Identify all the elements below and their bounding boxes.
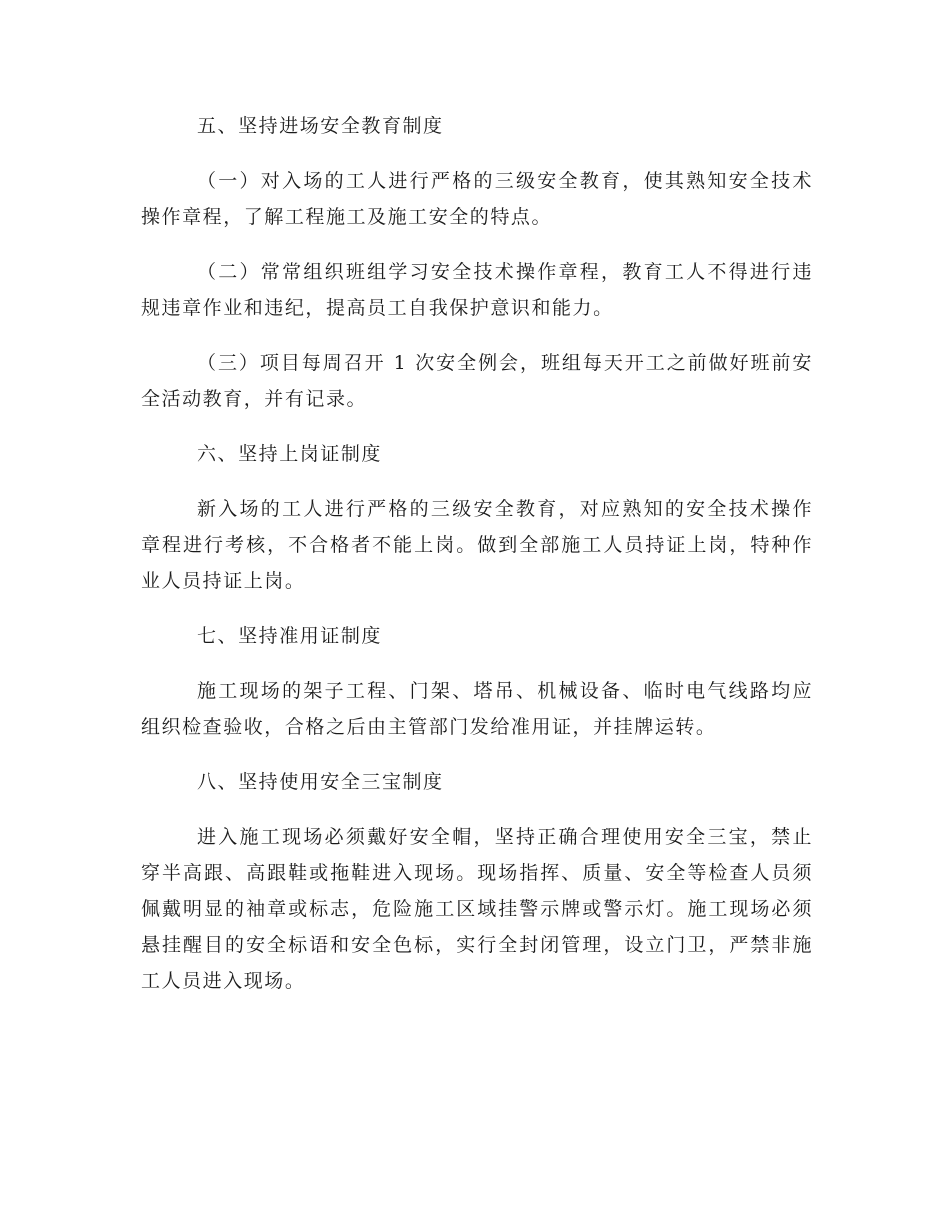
section-7 xyxy=(141,618,813,745)
paragraph: 进入施工现场必须戴好安全帽，坚持正确合理使用安全三宝，禁止穿半高跟、高跟鞋或拖鞋进入现场。现场指挥、质量、安全等检查人员须佩戴明显的袖章或标志，危险施工区域挂警示牌或警示灯。施工现场必须悬挂醒目的安全标语和安全色标，实行全封闭管理，设立门卫，严禁非施工人员进入现场。 xyxy=(141,826,813,992)
paragraph: （三）项目每周召开 1 次安全例会，班组每天开工之前做好班前安全活动教育，并有记录。 xyxy=(141,352,813,410)
document-body xyxy=(141,108,813,1018)
paragraph: （一）对入场的工人进行严格的三级安全教育，使其熟知安全技术操作章程，了解工程施工及施工安全的特点。 xyxy=(141,170,813,228)
paragraph: （二）常常组织班组学习安全技术操作章程，教育工人不得进行违规违章作业和违纪，提高员工自我保护意识和能力。 xyxy=(141,261,813,319)
section-heading: 七、坚持准用证制度 xyxy=(197,625,382,647)
section-6 xyxy=(141,436,813,599)
section-heading: 八、坚持使用安全三宝制度 xyxy=(197,771,444,793)
paragraph: 新入场的工人进行严格的三级安全教育，对应熟知的安全技术操作章程进行考核，不合格者不能上岗。做到全部施工人员持证上岗，特种作业人员持证上岗。 xyxy=(141,498,813,592)
section-5 xyxy=(141,108,813,417)
paragraph: 施工现场的架子工程、门架、塔吊、机械设备、临时电气线路均应组织检查验收，合格之后由主管部门发给准用证，并挂牌运转。 xyxy=(141,680,813,738)
section-heading: 六、坚持上岗证制度 xyxy=(197,443,382,465)
section-8 xyxy=(141,764,813,999)
section-heading: 五、坚持进场安全教育制度 xyxy=(197,115,444,137)
